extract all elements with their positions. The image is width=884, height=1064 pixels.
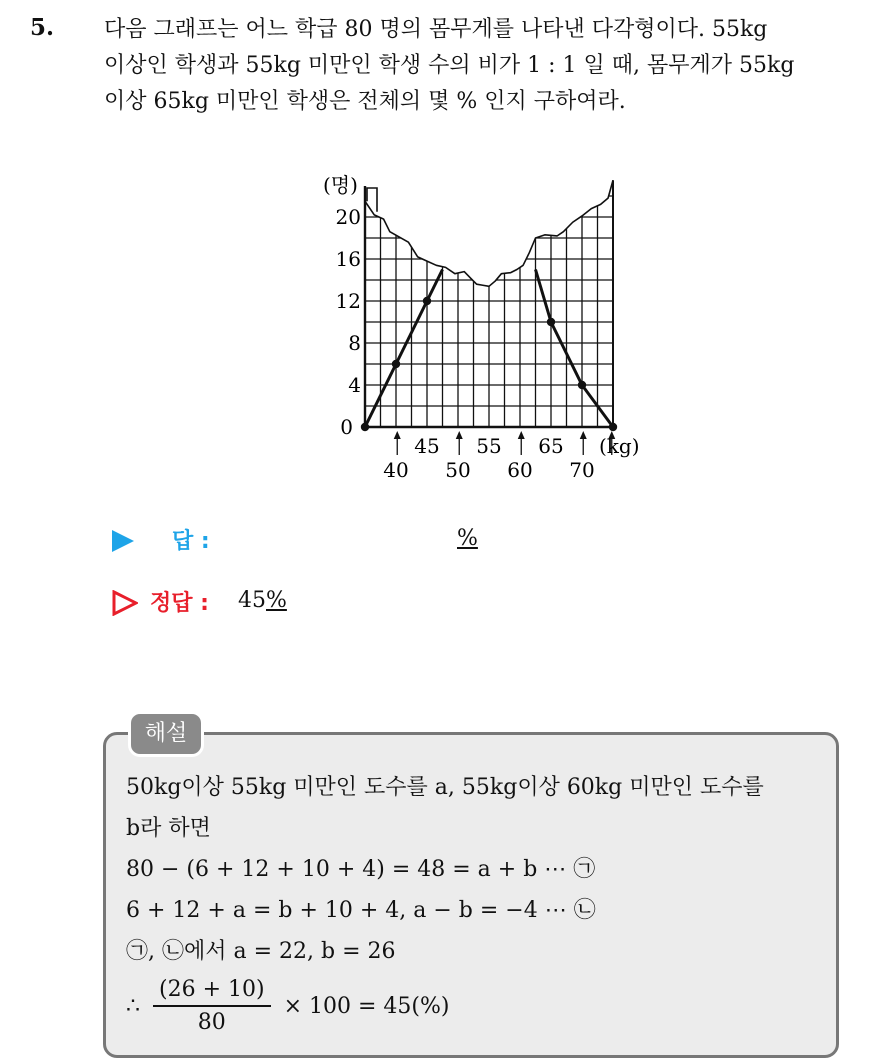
x-tick-label-top: 55 <box>476 434 502 458</box>
solution-label: 정답 : <box>150 591 209 616</box>
torn-paper-overlay <box>365 166 613 286</box>
x-axis-label: (kg) <box>599 434 640 458</box>
data-point <box>423 297 431 305</box>
y-tick-label: 20 <box>335 205 361 229</box>
explanation-tab: 해설 <box>128 711 204 757</box>
data-point <box>361 423 369 431</box>
tick-arrow-head <box>394 431 401 439</box>
answer-row <box>112 520 612 560</box>
x-tick-label-bottom: 40 <box>383 458 409 480</box>
fraction-denominator: 80 <box>197 1010 226 1035</box>
tick-arrow-head <box>580 431 587 439</box>
question-line-2: 이상인 학생과 55kg 미만인 학생 수의 비가 1 : 1 일 때, 몸무게가 55kg <box>104 53 795 78</box>
question-text <box>104 12 864 120</box>
solution-row <box>112 582 612 622</box>
explanation-line-4: 6 + 12 + a = b + 10 + 4, a − b = −4 ⋯ ㉡ <box>126 898 596 923</box>
fraction <box>153 975 271 1039</box>
explanation-line-2: b라 하면 <box>126 816 211 841</box>
explanation-line-1: 50kg이상 55kg 미만인 도수를 a, 55kg이상 60kg 미만인 도수를 <box>126 775 764 800</box>
y-axis-label: (명) <box>323 173 358 197</box>
series-line <box>365 270 443 428</box>
y-tick-label: 12 <box>335 289 361 313</box>
question-number: 5. <box>30 14 55 41</box>
solution-value <box>238 588 287 613</box>
x-tick-label-top: 45 <box>414 434 440 458</box>
data-point <box>609 423 617 431</box>
answer-blank[interactable]: % <box>457 526 478 551</box>
x-tick-label-top: 65 <box>538 434 564 458</box>
explanation-line-5: ㉠, ㉡에서 a = 22, b = 26 <box>126 939 396 964</box>
x-tick-label-bottom: 50 <box>445 458 471 480</box>
y-tick-label: 16 <box>335 247 361 271</box>
data-point <box>578 381 586 389</box>
tick-arrow-head <box>518 431 525 439</box>
outline-triangle-icon <box>112 590 138 616</box>
final-result: × 100 = 45(%) <box>283 994 450 1019</box>
solution-number: 45 <box>238 588 266 613</box>
data-point <box>392 360 400 368</box>
x-tick-label-bottom: 70 <box>569 458 595 480</box>
weight-frequency-polygon <box>310 160 660 480</box>
explanation-line-3: 80 − (6 + 12 + 10 + 4) = 48 = a + b ⋯ ㉠ <box>126 857 596 882</box>
explanation-final-line <box>126 975 764 1045</box>
play-triangle-icon <box>112 530 134 552</box>
therefore-symbol: ∴ <box>126 994 140 1019</box>
fraction-numerator: (26 + 10) <box>153 975 271 1007</box>
y-tick-label: 0 <box>340 415 353 439</box>
y-tick-label: 8 <box>348 331 361 355</box>
answer-label: 답 : <box>172 529 210 554</box>
torn-paper-fill <box>365 166 613 286</box>
y-tick-label: 4 <box>348 373 361 397</box>
series-line <box>536 270 614 428</box>
question-line-1: 다음 그래프는 어느 학급 80 명의 몸무게를 나타낸 다각형이다. 55kg <box>104 17 768 42</box>
tick-arrow-head <box>456 431 463 439</box>
solution-unit: % <box>266 588 287 613</box>
x-tick-label-bottom: 60 <box>507 458 533 480</box>
data-point <box>547 318 555 326</box>
question-line-3: 이상 65kg 미만인 학생은 전체의 몇 % 인지 구하여라. <box>104 89 626 114</box>
explanation-content <box>126 770 764 1045</box>
